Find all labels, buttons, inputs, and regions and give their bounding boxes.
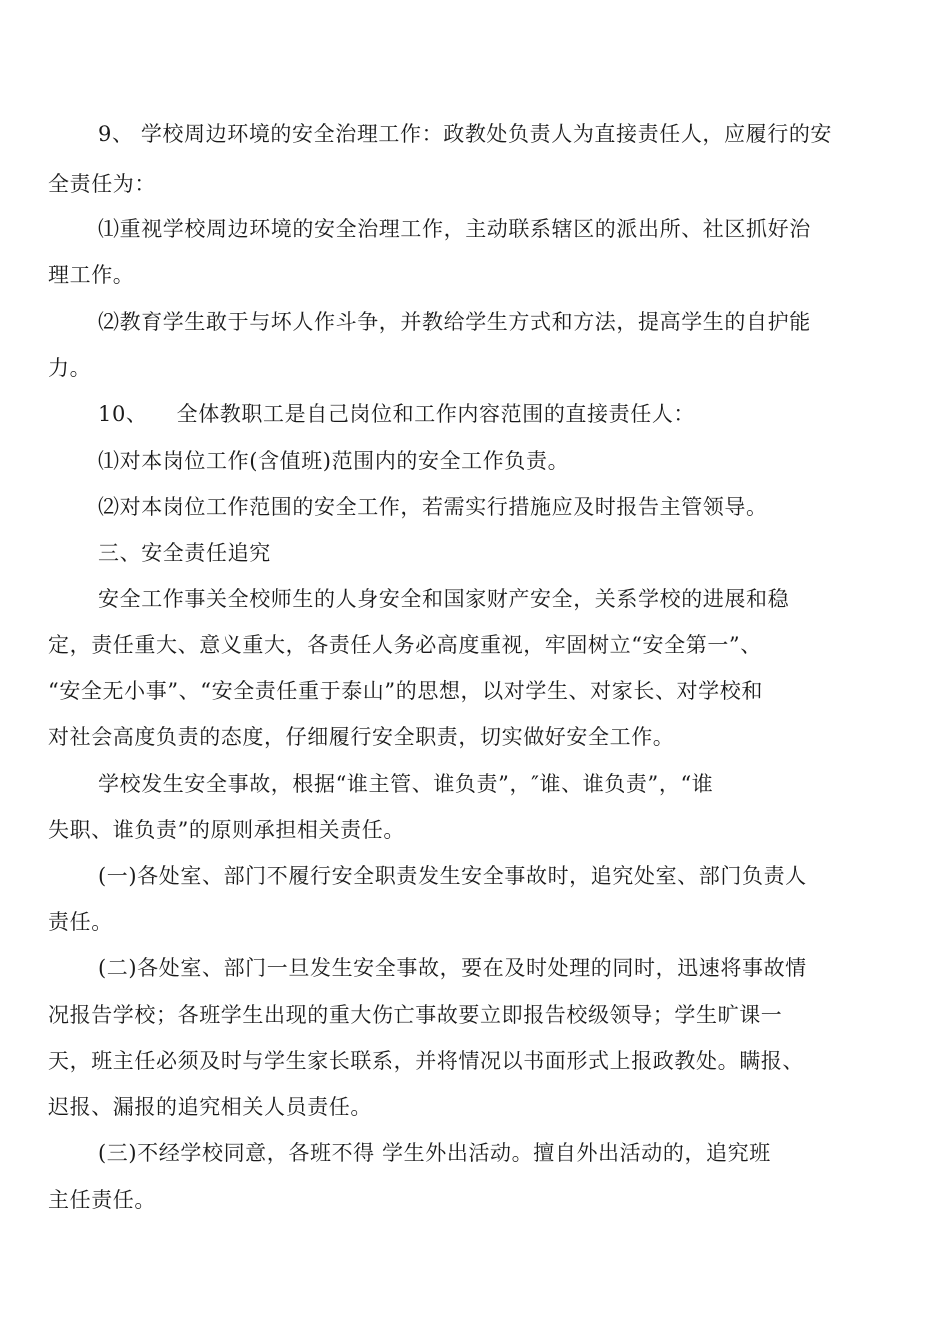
text-line: 天，班主任必须及时与学生家长联系，并将情况以书面形式上报政教处。瞒报、 [48, 1049, 804, 1073]
text-line: 10、 全体教职工是自己岗位和工作内容范围的直接责任人： [98, 402, 696, 426]
text-line: 主任责任。 [48, 1188, 156, 1212]
text-line: ⑵对本岗位工作范围的安全工作，若需实行措施应及时报告主管领导。 [98, 495, 768, 519]
text-line: 对社会高度负责的态度，仔细履行安全职责，切实做好安全工作。 [48, 725, 675, 749]
text-line: ⑴对本岗位工作(含值班)范围内的安全工作负责。 [98, 449, 570, 473]
text-line: (一)各处室、部门不履行安全职责发生安全事故时，追究处室、部门负责人 [98, 864, 807, 888]
text-line: 9、 学校周边环境的安全治理工作：政教处负责人为直接责任人，应履行的安 [98, 122, 833, 146]
text-line: 迟报、漏报的追究相关人员责任。 [48, 1095, 372, 1119]
text-line: “安全无小事”、“安全责任重于泰山”的思想，以对学生、对家长、对学校和 [48, 679, 763, 703]
text-line: 定，责任重大、意义重大，各责任人务必高度重视，牢固树立“安全第一”、 [48, 633, 762, 657]
text-line: 理工作。 [48, 263, 135, 287]
text-line: ⑵教育学生敢于与坏人作斗争，并教给学生方式和方法，提高学生的自护能 [98, 310, 811, 334]
text-line: 安全工作事关全校师生的人身安全和国家财产安全，关系学校的进展和稳 [98, 587, 790, 611]
text-line: 力。 [48, 356, 92, 380]
text-line: (二)各处室、部门一旦发生安全事故，要在及时处理的同时，迅速将事故情 [98, 956, 807, 980]
text-line: 况报告学校；各班学生出现的重大伤亡事故要立即报告校级领导；学生旷课一 [48, 1003, 783, 1027]
text-line: ⑴重视学校周边环境的安全治理工作，主动联系辖区的派出所、社区抓好治 [98, 217, 811, 241]
section-heading: 三、安全责任追究 [98, 541, 271, 565]
text-line: 责任。 [48, 910, 113, 934]
text-line: 全责任为： [48, 172, 156, 196]
text-line: 学校发生安全事故，根据“谁主管、谁负责”，″谁、谁负责”，“谁 [98, 772, 714, 796]
text-line: (三)不经学校同意，各班不得 学生外出活动。擅自外出活动的，追究班 [98, 1141, 771, 1165]
text-line: 失职、谁负责”的原则承担相关责任。 [48, 818, 405, 842]
